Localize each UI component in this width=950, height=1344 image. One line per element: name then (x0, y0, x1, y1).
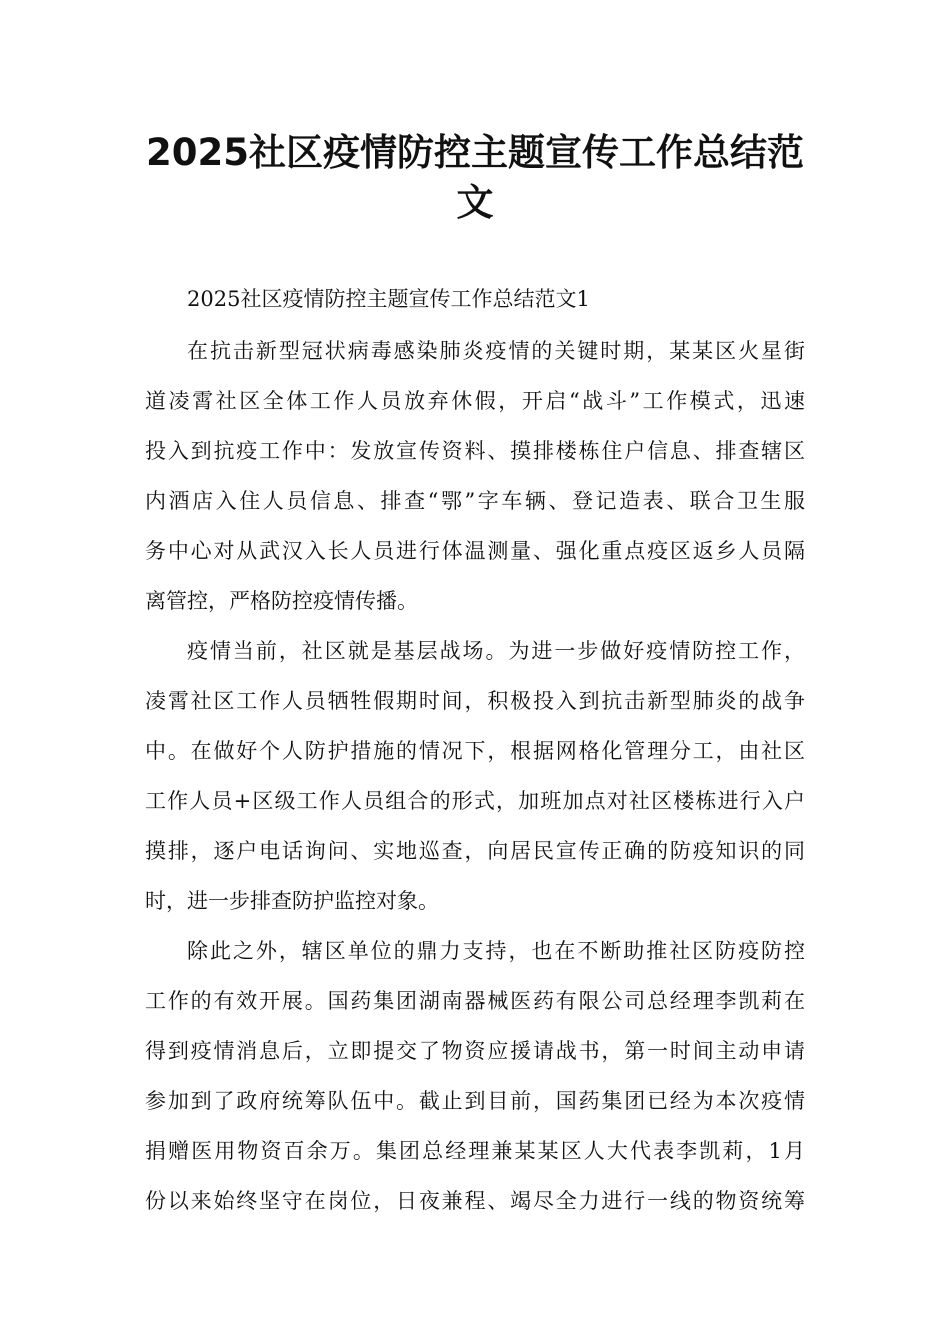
paragraph-2-line-1: 疫情当前，社区就是基层战场。为进一步做好疫情防控工作， (187, 639, 805, 663)
paragraph-2-line-5: 摸排，逐户电话询问、实地巡查，向居民宣传正确的防疫知识的同 (145, 839, 805, 863)
paragraph-3-line-5: 捐赠医用物资百余万。集团总经理兼某某区人大代表李凯莉，1月 (145, 1139, 805, 1163)
paragraph-3-line-2: 工作的有效开展。国药集团湖南器械医药有限公司总经理李凯莉在 (145, 989, 805, 1013)
paragraph-1-line-3: 投入到抗疫工作中：发放宣传资料、摸排楼栋住户信息、排查辖区 (145, 439, 805, 463)
paragraph-1-line-1: 在抗击新型冠状病毒感染肺炎疫情的关键时期，某某区火星街 (187, 339, 805, 363)
paragraph-1-line-4: 内酒店入住人员信息、排查“鄂”字车辆、登记造表、联合卫生服 (145, 489, 805, 513)
document-title-line-1: 2025社区疫情防控主题宣传工作总结范 (146, 131, 804, 174)
paragraph-2-line-3: 中。在做好个人防护措施的情况下，根据网格化管理分工，由社区 (145, 739, 805, 763)
paragraph-2-line-4: 工作人员+区级工作人员组合的形式，加班加点对社区楼栋进行入户 (145, 789, 805, 813)
document-title-line-2: 文 (456, 181, 494, 224)
section-subheading: 2025社区疫情防控主题宣传工作总结范文1 (187, 287, 590, 311)
paragraph-1-line-2: 道凌霄社区全体工作人员放弃休假，开启“战斗”工作模式，迅速 (145, 389, 805, 413)
paragraph-2-line-2: 凌霄社区工作人员牺牲假期时间，积极投入到抗击新型肺炎的战争 (145, 689, 805, 713)
paragraph-1-line-6: 离管控，严格防控疫情传播。 (145, 589, 418, 613)
paragraph-3-line-4: 参加到了政府统筹队伍中。截止到目前，国药集团已经为本次疫情 (145, 1089, 805, 1113)
paragraph-2-line-6: 时，进一步排查防护监控对象。 (145, 889, 439, 913)
paragraph-3-line-3: 得到疫情消息后，立即提交了物资应援请战书，第一时间主动申请 (145, 1039, 805, 1063)
paragraph-3-line-6: 份以来始终坚守在岗位，日夜兼程、竭尽全力进行一线的物资统筹 (145, 1189, 805, 1213)
paragraph-1-line-5: 务中心对从武汉入长人员进行体温测量、强化重点疫区返乡人员隔 (145, 539, 805, 563)
paragraph-3-line-1: 除此之外，辖区单位的鼎力支持，也在不断助推社区防疫防控 (187, 939, 805, 963)
